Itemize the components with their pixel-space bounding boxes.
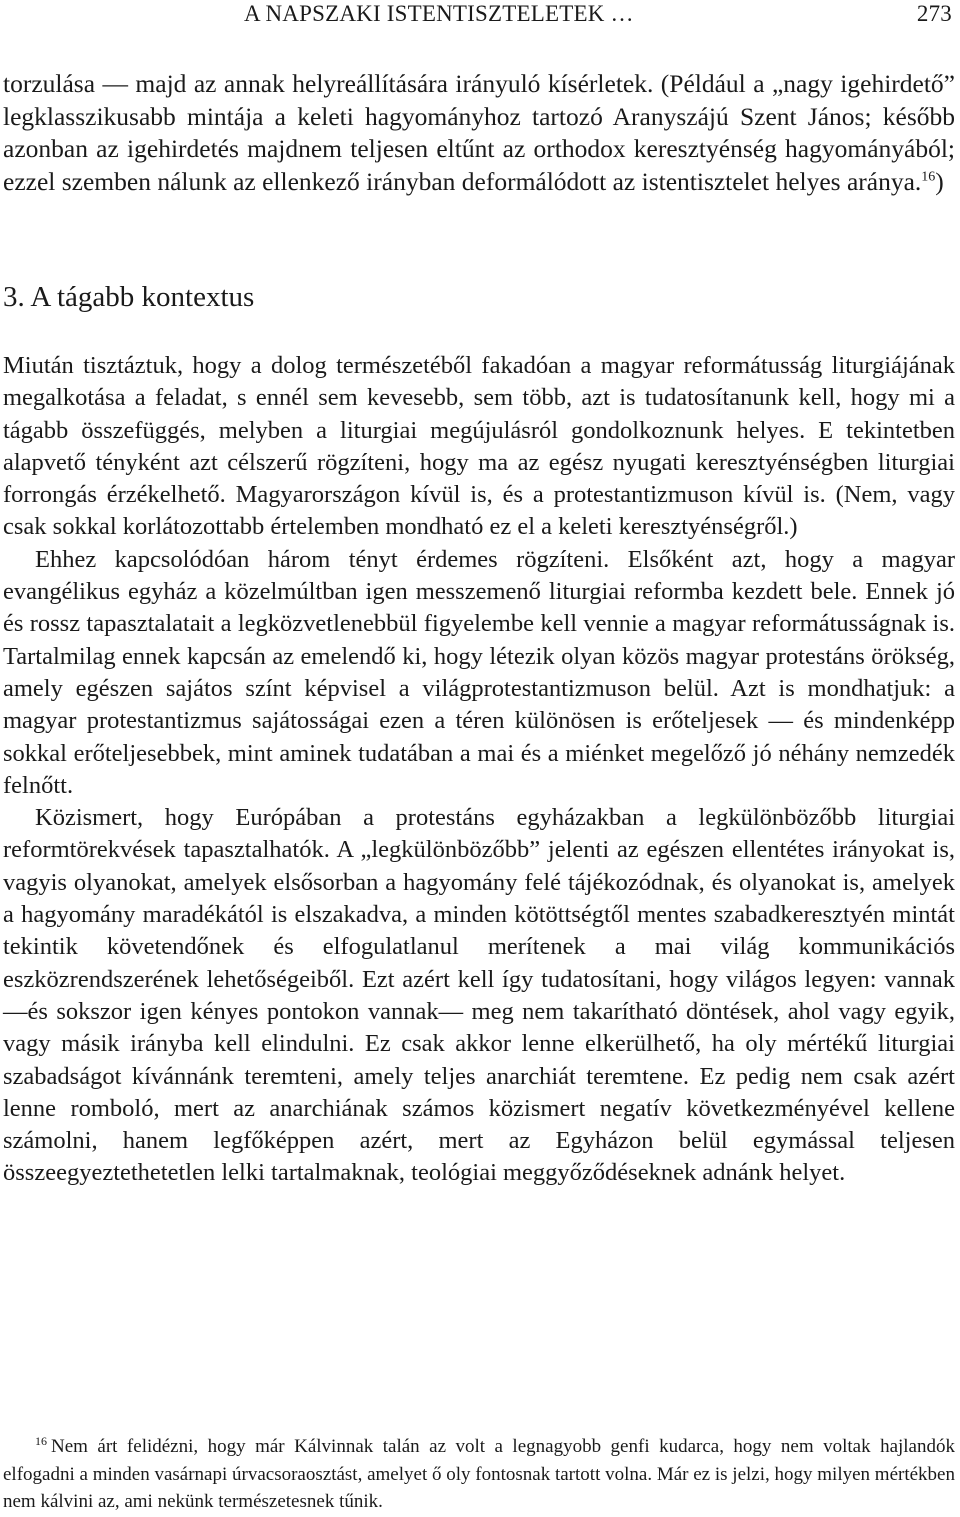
intro-closing: ) bbox=[935, 167, 944, 197]
footnote bbox=[3, 1433, 955, 1516]
body-text bbox=[3, 350, 955, 1190]
footnote-mark: 16 bbox=[35, 1433, 47, 1448]
section-heading: 3. A tágabb kontextus bbox=[3, 281, 255, 313]
body-paragraph-1: Miután tisztáztuk, hogy a dolog természetéből fakadóan a magyar reformátusság liturgiájának megalkotása a feladat, s ennél sem kevesebb, sem több, azt is tudatosítanunk kell, hogy mi a tágabb összefüggés, melyben a liturgiai megújulásról gondolkoznunk helyes. E tekintetben alapvető tényként azt célszerű rögzíteni, hogy ma az egész nyugati keresztyénségben liturgiai forrongás érzékelhető. Magyarországon kívül is, és a protestantizmuson kívül is. (Nem, vagy csak sokkal korlátozottabb értelemben mondható ez el a keleti keresztyénségről.) bbox=[3, 352, 955, 541]
body-paragraph-3: Közismert, hogy Európában a protestáns egyházakban a legkülönbözőbb liturgiai reformtörekvések tapasztalhatók. A „legkülönbözőbb” jelenti az egészen ellentétes irányokat is, vagyis olyanokat, amelyek elsősorban a hagyomány felé tájékozódnak, és olyanokat is, amelyek a hagyomány maradékától is elszakadva, a minden kötöttségtől mentes szabadkeresztyén mintát tekintik követendőnek és elfogulatlanul merítenek a mai világ kommunikációs eszközrendszerének lehetőségeiből. Ezt azért kell így tudatosítani, hogy világos legyen: vannak —és sokszor igen kényes pontokon vannak— meg nem takarítható döntések, ahol vagy egyik, vagy másik irányba kell elindulni. Ez csak akkor lenne elkerülhető, ha oly mértékű liturgiai szabadságot kívánnánk teremteni, amely teljes anarchiát teremtene. Ez pedig nem csak azért lenne romboló, mert az anarchiának számos közismert negatív következményével kellene számolni, hanem legfőképpen azért, mert az Egyházon belül egymással teljesen összeegyeztethetetlen lelki tartalmaknak, teológiai meggyőződéseknek adnánk helyet. bbox=[3, 804, 955, 1187]
footnote-reference[interactable]: 16 bbox=[921, 169, 936, 185]
intro-text: torzulása — majd az annak helyreállítására irányuló kísérletek. (Például a „nagy igehirdető” legklasszikusabb mintája a keleti hagyományhoz tartozó Aranyszájú Szent János; később azonban az igehirdetés majdnem teljesen eltűnt az orthodox keresztyénség hagyományából; ezzel szemben nálunk az ellenkező irányban deformálódott az istentisztelet helyes aránya. bbox=[3, 69, 955, 197]
footnote-text: Nem árt felidézni, hogy már Kálvinnak talán az volt a legnagyobb genfi kudarca, hogy nem voltak hajlandók elfogadni a minden vasárnapi úrvacsoraosztást, amelyet ő oly fontosnak tartott volna. Már ez is jelzi, hogy milyen mértékben nem kálvini az, ami nekünk természetesnek tűnik. bbox=[3, 1436, 955, 1512]
running-head bbox=[244, 0, 960, 28]
running-head-title: A NAPSZAKI ISTENTISZTELETEK … bbox=[244, 1, 634, 26]
body-paragraph-2: Ehhez kapcsolódóan három tényt érdemes rögzíteni. Elsőként azt, hogy a magyar evangélikus egyház a közelmúltban igen messzemenő liturgiai reformba kezdett bele. Ennek jó és rossz tapasztalatait a legközvetlenebbül figyelembe kell vennie a magyar reformátusságnak is. Tartalmilag ennek kapcsán az emelendő ki, hogy létezik olyan közös magyar protestáns örökség, amely egészen sajátos színt képvisel a világprotestantizmuson belül. Azt is mondhatjuk: a magyar protestantizmus sajátosságai ezen a téren különösen is erőteljesek — és mindenképp sokkal erőteljesebbek, mint aminek tudatában a mai és a miénket megelőző jó néhány nemzedék felnőtt. bbox=[3, 545, 955, 799]
page-number: 273 bbox=[916, 1, 952, 26]
intro-paragraph bbox=[3, 68, 955, 199]
